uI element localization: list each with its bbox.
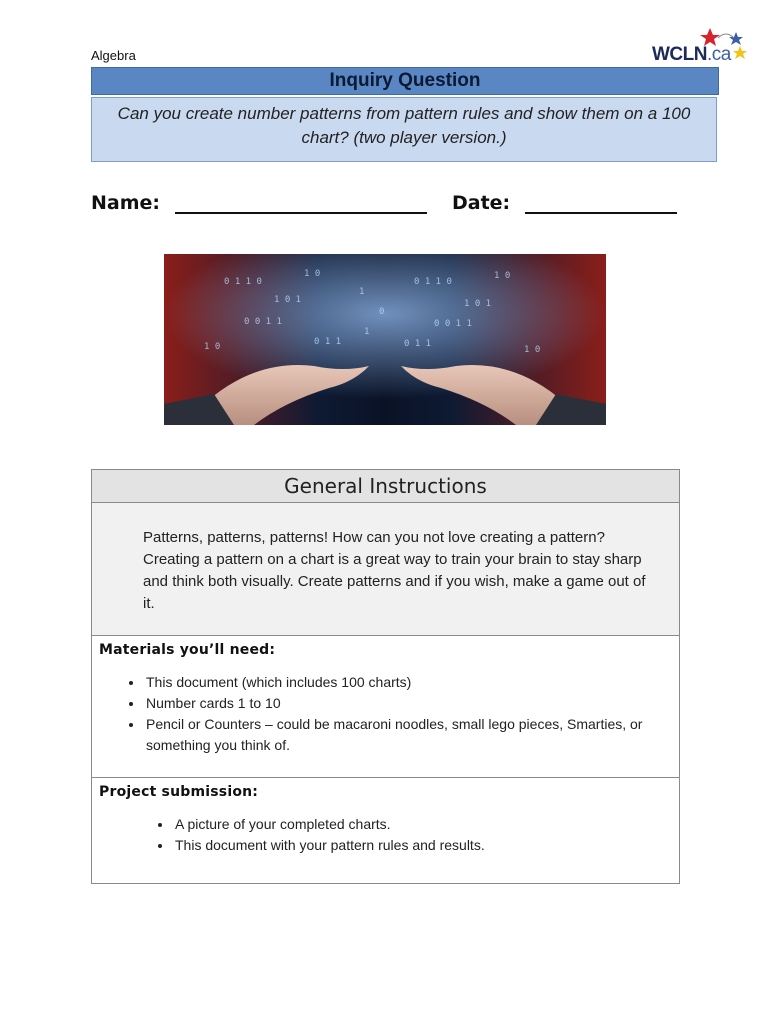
svg-text:0: 0: [379, 307, 385, 317]
name-label: Name:: [91, 192, 161, 214]
date-input-line[interactable]: [525, 192, 677, 214]
materials-heading: Materials you’ll need:: [99, 642, 276, 658]
list-item: • Number cards 1 to 10: [144, 693, 672, 714]
svg-text:1: 1: [359, 287, 365, 297]
svg-text:1 0 1: 1 0 1: [274, 295, 302, 305]
svg-text:0 0 1 1: 0 0 1 1: [244, 317, 282, 327]
date-field: [452, 192, 677, 214]
date-label: Date:: [452, 192, 511, 214]
hands-digital-image: [164, 254, 606, 425]
svg-text:0 1 1 0: 0 1 1 0: [414, 277, 452, 287]
submission-heading: Project submission:: [99, 784, 259, 800]
svg-text:0 1 1 0: 0 1 1 0: [224, 277, 262, 287]
svg-text:1 0: 1 0: [494, 271, 511, 281]
list-item: • This document (which includes 100 charts): [144, 672, 672, 693]
name-input-line[interactable]: [175, 192, 427, 214]
svg-text:1 0 1: 1 0 1: [464, 299, 492, 309]
submission-section: [92, 778, 679, 856]
svg-text:0 1 1: 0 1 1: [404, 339, 432, 349]
instructions-intro: Patterns, patterns, patterns! How can you not love creating a pattern? Creating a pattern on a chart is a great way to train your brain to stay sharp and think both visually. Create patterns and if you wish, make a game out of it.: [92, 503, 679, 636]
list-item: • A picture of your completed charts.: [173, 814, 672, 835]
svg-text:1 0: 1 0: [304, 269, 321, 279]
submission-list: [99, 814, 672, 856]
inquiry-question-text: Can you create number patterns from pattern rules and show them on a 100 chart? (two player version.): [91, 97, 717, 162]
panel-title: General Instructions: [92, 470, 679, 503]
inquiry-question-title: Inquiry Question: [91, 67, 719, 95]
materials-list: [99, 672, 672, 756]
svg-text:1: 1: [364, 327, 370, 337]
svg-text:0 0 1 1: 0 0 1 1: [434, 319, 472, 329]
list-item: • Pencil or Counters – could be macaroni noodles, small lego pieces, Smarties, or something you think of.: [144, 714, 672, 756]
subject-label: Algebra: [91, 48, 136, 63]
svg-text:0 1 1: 0 1 1: [314, 337, 342, 347]
materials-section: [92, 636, 679, 778]
name-field: [91, 192, 427, 214]
hero-image: [164, 254, 606, 425]
list-item: • This document with your pattern rules and results.: [173, 835, 672, 856]
svg-text:1 0: 1 0: [524, 345, 541, 355]
logo-text: WCLN.ca: [652, 44, 731, 65]
general-instructions-panel: [91, 469, 680, 884]
wcln-logo: [648, 26, 748, 70]
svg-text:1 0: 1 0: [204, 342, 221, 352]
